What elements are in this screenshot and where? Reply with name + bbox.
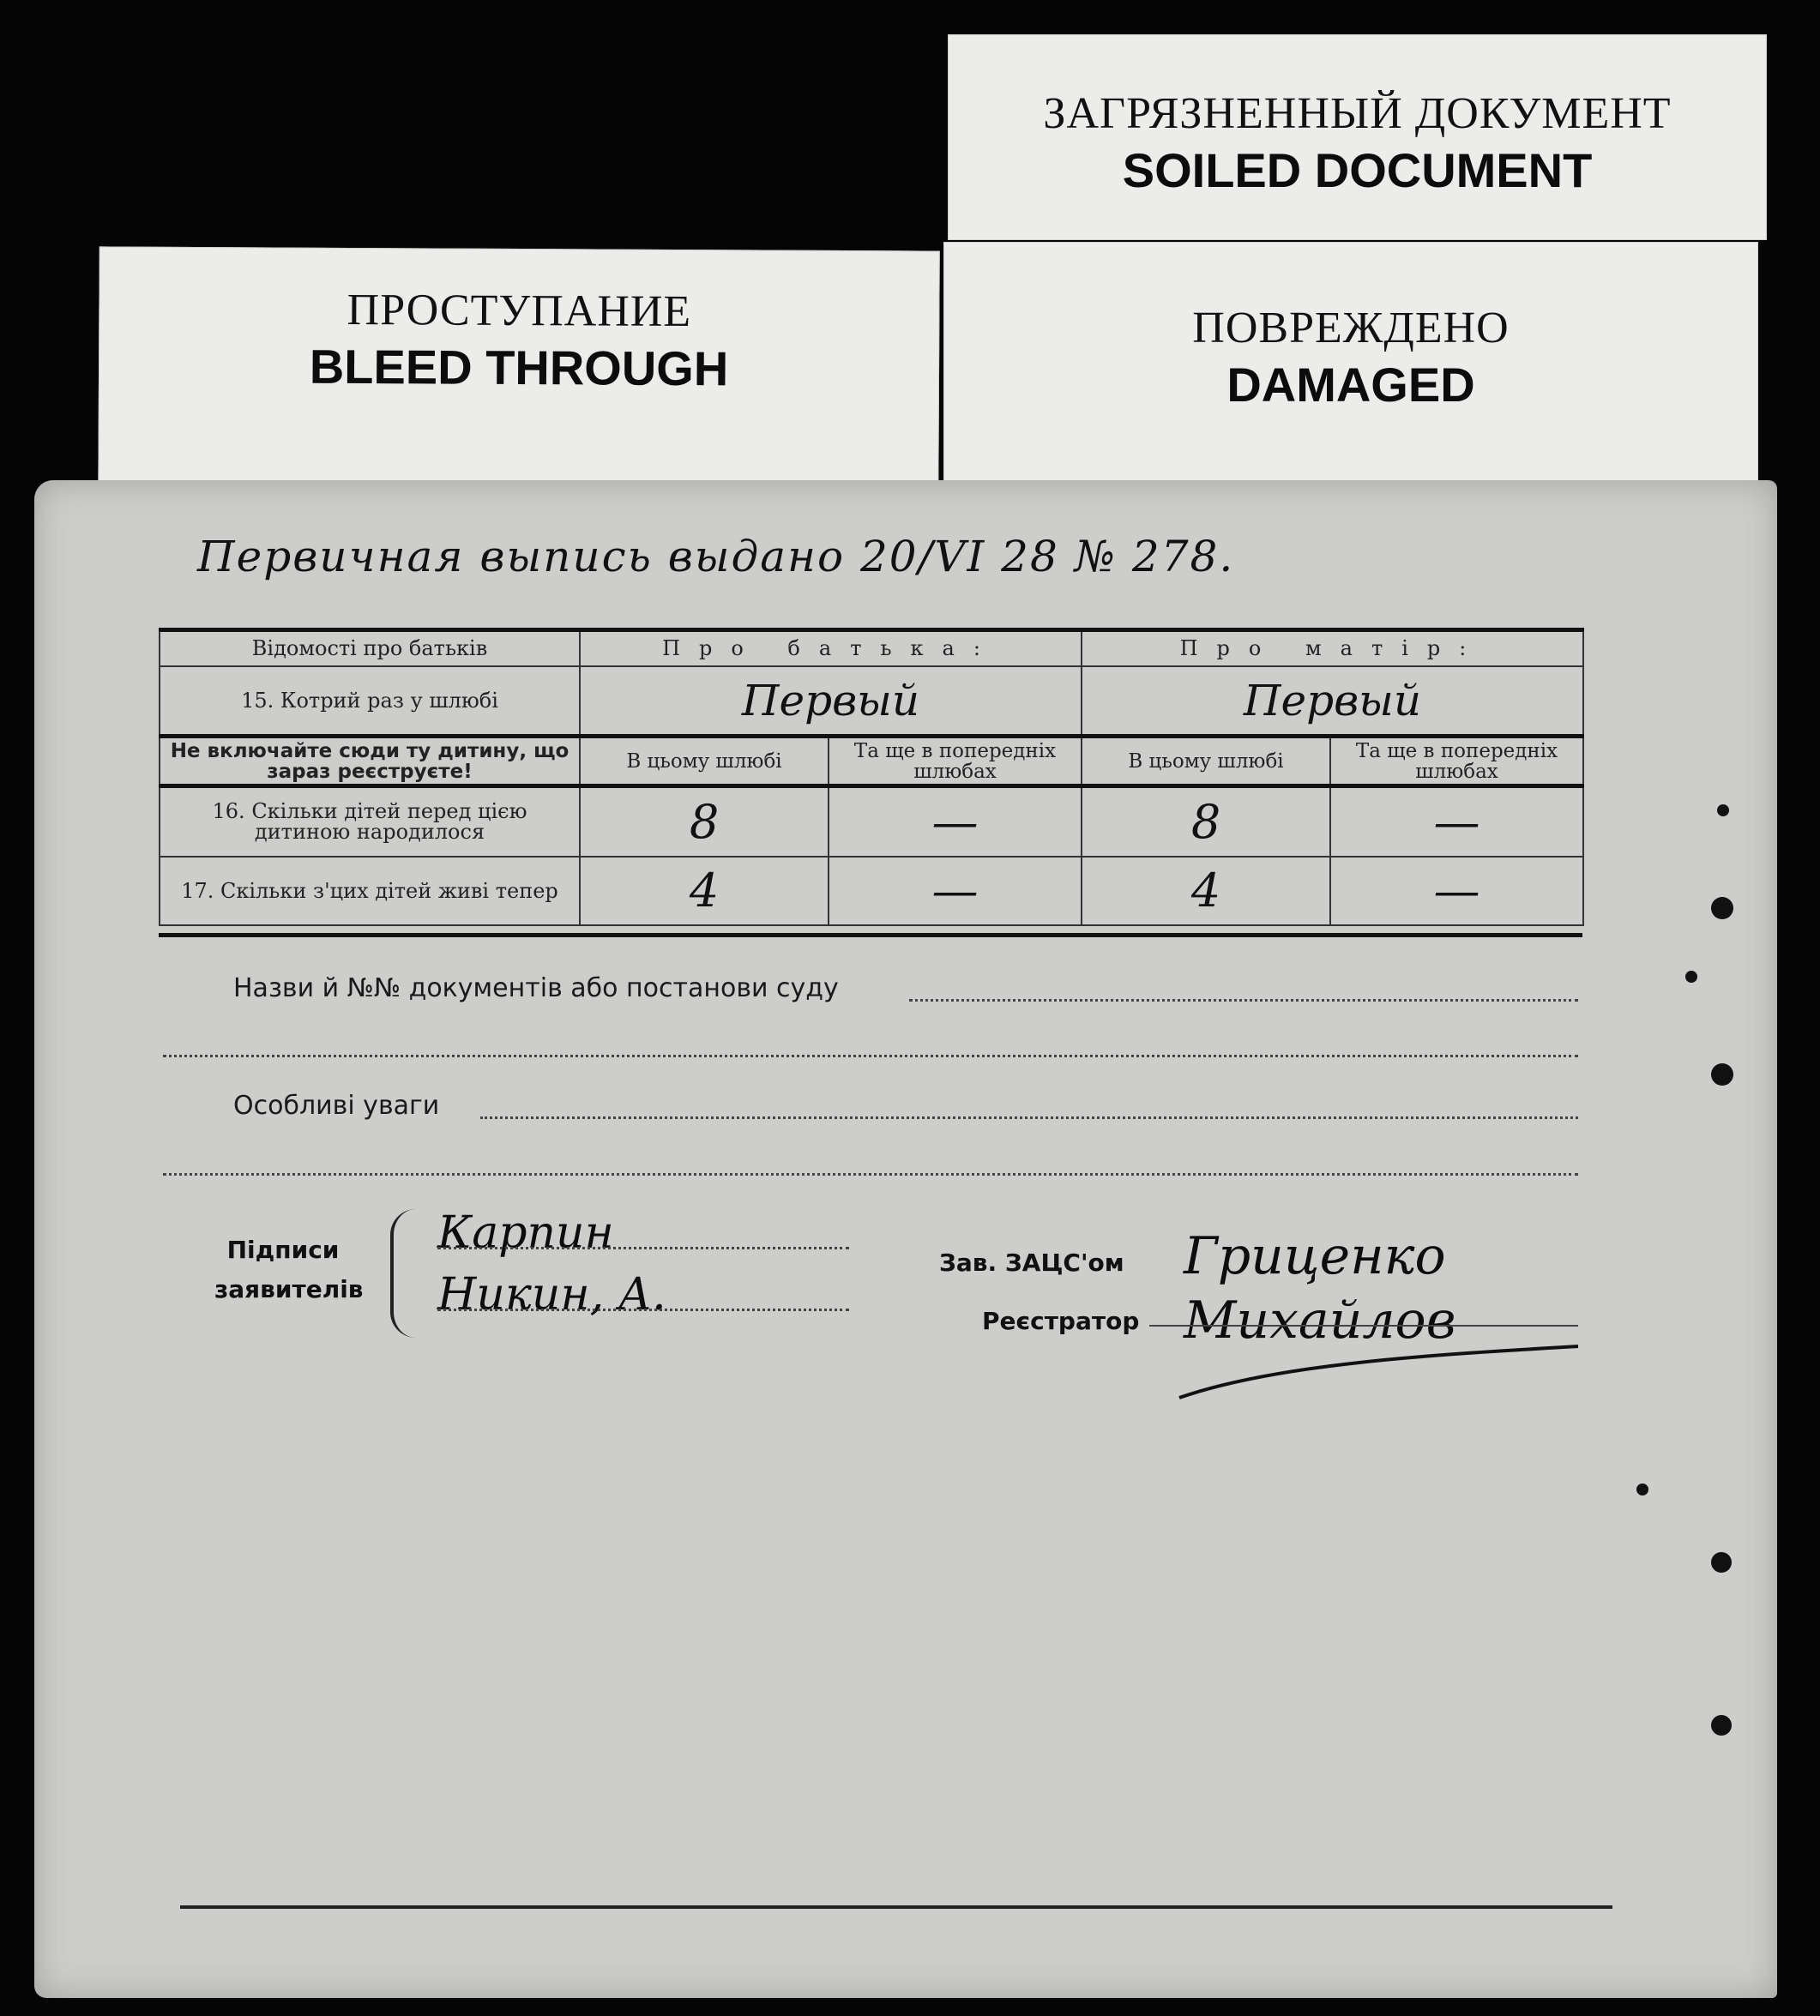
table-row-17 (160, 857, 1583, 925)
binding-hole (1717, 804, 1729, 816)
binding-hole (1711, 1715, 1732, 1736)
header-parents-info: Відомості про батьків (160, 630, 580, 666)
row17-label: 17. Скільки з'цих дітей живі тепер (160, 857, 580, 925)
row16-father-current: 8 (580, 786, 829, 857)
signature-flourish (1175, 1329, 1587, 1406)
row17-mother-previous: — (1330, 857, 1583, 925)
bottom-rule (180, 1905, 1612, 1909)
applicants-signatures-label: Підписи заявителів (214, 1236, 364, 1303)
notice-damaged-en: DAMAGED (1226, 358, 1475, 412)
row16-mother-previous: — (1330, 786, 1583, 857)
notice-bleed-through (98, 246, 940, 508)
applicant-dotline-1 (437, 1247, 849, 1249)
notice-bleed-en: BLEED THROUGH (309, 339, 729, 396)
row15-mother-value: Первый (1082, 666, 1583, 737)
row16-mother-current: 8 (1082, 786, 1330, 857)
notice-damaged (943, 242, 1758, 499)
applicant-signature-1: Карпин (437, 1207, 614, 1259)
parents-info-table (159, 628, 1584, 926)
notice-bleed-ru: ПРОСТУПАНИЕ (347, 285, 692, 337)
table-bottom-rule (159, 933, 1582, 937)
table-row-16 (160, 786, 1583, 857)
documents-field-label: Назви й №№ документів або постанови суду (233, 973, 839, 1003)
row16-label: 16. Скільки дітей перед цією дитиною народилося (160, 786, 580, 857)
subheader-exclude-note: Не включайте сюди ту дитину, що зараз реєструєте! (160, 737, 580, 786)
notice-soiled-en: SOILED DOCUMENT (1122, 143, 1593, 197)
subheader-father-previous: Та ще в попередніх шлюбах (829, 737, 1082, 786)
row15-father-value: Первый (580, 666, 1082, 737)
notice-soiled-document (948, 34, 1767, 240)
header-mother: Про матір: (1082, 630, 1583, 666)
notice-soiled-ru: ЗАГРЯЗНЕННЫЙ ДОКУМЕНТ (1043, 89, 1672, 138)
header-father: Про батька: (580, 630, 1082, 666)
notes-dotline-1 (480, 1116, 1578, 1119)
binding-hole (1711, 1063, 1733, 1086)
registrar-line (1149, 1325, 1578, 1327)
row17-father-previous: — (829, 857, 1082, 925)
notice-damaged-ru: ПОВРЕЖДЕНО (1192, 304, 1510, 352)
applicants-brace (390, 1209, 416, 1338)
row16-father-previous: — (829, 786, 1082, 857)
subheader-father-current: В цьому шлюбі (580, 737, 829, 786)
subheader-mother-current: В цьому шлюбі (1082, 737, 1330, 786)
table-subheader-row (160, 737, 1583, 786)
head-label: Зав. ЗАЦС'ом (939, 1249, 1124, 1277)
row17-mother-current: 4 (1082, 857, 1330, 925)
documents-dotline-1 (909, 999, 1578, 1002)
notes-dotline-2 (163, 1173, 1578, 1176)
applicant-signature-2: Никин, А. (437, 1269, 666, 1321)
notes-field-label: Особливі уваги (233, 1091, 440, 1121)
binding-hole (1711, 1552, 1732, 1573)
handwritten-header-note: Первичная выпись выдано 20/VI 28 № 278. (197, 532, 1235, 581)
document-sheet (34, 480, 1777, 1998)
row15-label: 15. Котрий раз у шлюбі (160, 666, 580, 737)
subheader-mother-previous: Та ще в попередніх шлюбах (1330, 737, 1583, 786)
head-signature: Гриценко (1184, 1226, 1446, 1286)
binding-hole (1685, 971, 1697, 983)
registrar-signature: Михайлов (1184, 1291, 1456, 1351)
table-header-row (160, 630, 1583, 666)
registrar-label: Реєстратор (982, 1307, 1140, 1335)
documents-dotline-2 (163, 1055, 1578, 1057)
binding-hole (1636, 1483, 1648, 1495)
table-row-15 (160, 666, 1583, 737)
binding-hole (1711, 897, 1733, 919)
applicant-dotline-2 (437, 1309, 849, 1311)
row17-father-current: 4 (580, 857, 829, 925)
